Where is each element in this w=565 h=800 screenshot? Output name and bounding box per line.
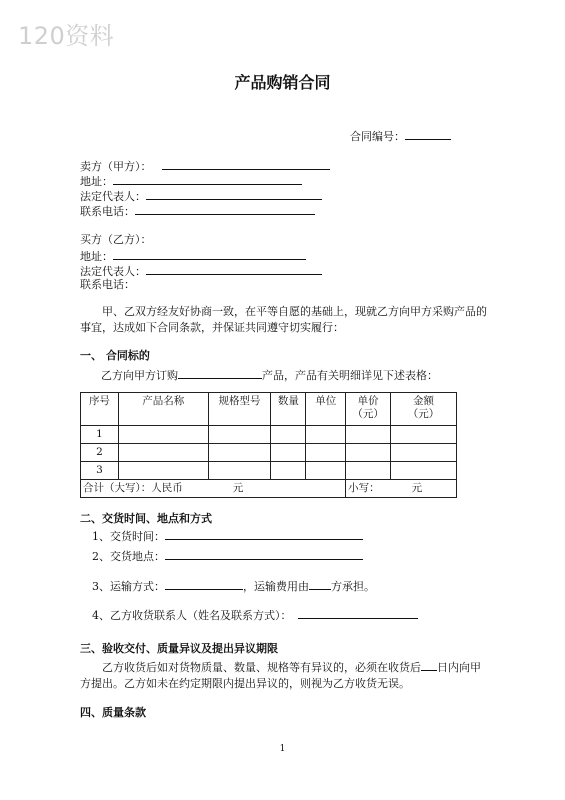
total-lowercase-unit: 元: [411, 482, 423, 494]
section4-heading: 四、质量条款: [80, 706, 146, 719]
product-name-blank[interactable]: [178, 366, 262, 379]
delivery-place-blank[interactable]: [165, 547, 363, 560]
total-lowercase-cell[interactable]: [346, 480, 457, 498]
row-number: 3: [81, 462, 119, 480]
table-cell[interactable]: [391, 426, 457, 444]
table-row: [81, 444, 457, 462]
seller-legal-rep-blank[interactable]: [146, 187, 322, 200]
section3-paragraph: [80, 658, 488, 692]
table-cell[interactable]: [306, 444, 346, 462]
buyer-name-line: [80, 232, 152, 247]
seller-title: 卖方（甲方）：: [80, 160, 152, 173]
column-header: 规格型号: [208, 393, 271, 426]
seller-phone-label: 联系电话：: [80, 205, 135, 218]
watermark: 120资料: [18, 22, 115, 50]
buyer-legal-rep-blank[interactable]: [146, 262, 322, 275]
seller-phone-blank[interactable]: [135, 202, 315, 215]
objection-days-blank[interactable]: [421, 658, 437, 671]
buyer-address-line: [80, 247, 306, 262]
table-header-row: [81, 393, 457, 426]
seller-phone-line: [80, 202, 315, 217]
table-row: [81, 462, 457, 480]
buyer-legal-rep-label: 法定代表人：: [80, 265, 146, 278]
document-title: 产品购销合同: [234, 73, 331, 92]
table-cell[interactable]: [346, 444, 391, 462]
section1-text-pre: 乙方向甲方订购: [101, 369, 178, 382]
table-cell[interactable]: [346, 426, 391, 444]
buyer-phone-label: 联系电话：: [80, 278, 135, 291]
column-header: 产品名称: [118, 393, 208, 426]
table-cell[interactable]: [271, 444, 306, 462]
table-cell[interactable]: [306, 462, 346, 480]
buyer-address-blank[interactable]: [113, 247, 306, 260]
buyer-address-label: 地址：: [80, 250, 113, 263]
seller-address-line: [80, 172, 302, 187]
intro-paragraph: 甲、乙双方经友好协商一致，在平等自愿的基础上，现就乙方向甲方采购产品的事宜，达成如下合同条款，并保证共同遵守切实履行：: [80, 305, 487, 334]
delivery-place-label: 2、交货地点：: [92, 550, 165, 563]
table-cell[interactable]: [208, 462, 271, 480]
column-header: 单价 （元）: [346, 393, 391, 426]
delivery-time-line: [92, 527, 363, 542]
seller-legal-rep-line: [80, 187, 322, 202]
delivery-place-line: [92, 547, 363, 562]
page-number: 1: [279, 744, 286, 754]
table-cell[interactable]: [346, 462, 391, 480]
buyer-legal-rep-line: [80, 262, 322, 277]
delivery-time-label: 1、交货时间：: [92, 530, 165, 543]
section3-heading: 三、验收交付、质量异议及提出异议期限: [80, 642, 278, 655]
column-header: 金额 （元）: [391, 393, 457, 426]
receiver-contact-line: [92, 606, 418, 621]
row-number: 1: [81, 426, 119, 444]
delivery-time-blank[interactable]: [165, 527, 363, 540]
table-cell[interactable]: [118, 444, 208, 462]
contract-number-label: 合同编号：: [350, 130, 405, 143]
table-row: [81, 426, 457, 444]
section3-text-part2: 日内向甲方提出。乙方如未在约定期限内提出异议的，则视为乙方收货无误。: [80, 661, 481, 690]
buyer-phone-line: [80, 277, 135, 292]
section1-text: [101, 366, 438, 381]
transport-line: [92, 577, 375, 592]
row-number: 2: [81, 444, 119, 462]
transport-cost-label: ，运输费用由: [243, 580, 309, 593]
transport-method-blank[interactable]: [165, 577, 243, 590]
table-cell[interactable]: [306, 426, 346, 444]
seller-address-blank[interactable]: [113, 172, 302, 185]
table-cell[interactable]: [208, 444, 271, 462]
table-cell[interactable]: [391, 462, 457, 480]
column-header: 序号: [81, 393, 119, 426]
total-uppercase-unit: 元: [232, 482, 244, 494]
total-uppercase-label: 合计（大写）：人民币: [83, 482, 183, 494]
seller-name-line: [80, 157, 330, 172]
table-cell[interactable]: [118, 426, 208, 444]
table-cell[interactable]: [271, 462, 306, 480]
product-table: [80, 392, 457, 498]
contract-number: [350, 127, 451, 142]
total-uppercase-cell[interactable]: [81, 480, 346, 498]
table-total-row: [81, 480, 457, 498]
contract-number-blank[interactable]: [405, 127, 451, 140]
transport-cost-party-blank[interactable]: [309, 577, 331, 590]
section1-heading: 一、 合同标的: [80, 349, 150, 362]
table-cell[interactable]: [391, 444, 457, 462]
table-cell[interactable]: [118, 462, 208, 480]
transport-cost-suffix: 方承担。: [331, 580, 375, 593]
transport-label: 3、运输方式：: [92, 580, 165, 593]
seller-name-blank[interactable]: [162, 157, 330, 170]
receiver-contact-label: 4、乙方收货联系人（姓名及联系方式）：: [92, 609, 292, 622]
section1-text-post: 产品，产品有关明细详见下述表格：: [262, 369, 438, 382]
section3-text-part1: 乙方收货后如对货物质量、数量、规格等有异议的，必须在收货后: [102, 661, 421, 674]
total-lowercase-label: 小写：: [348, 482, 380, 494]
seller-legal-rep-label: 法定代表人：: [80, 190, 146, 203]
seller-address-label: 地址：: [80, 175, 113, 188]
column-header: 数量: [271, 393, 306, 426]
receiver-contact-blank[interactable]: [298, 606, 418, 619]
column-header: 单位: [306, 393, 346, 426]
table-cell[interactable]: [208, 426, 271, 444]
buyer-title: 买方（乙方）：: [80, 233, 152, 246]
section2-heading: 二、交货时间、地点和方式: [80, 512, 212, 525]
table-cell[interactable]: [271, 426, 306, 444]
